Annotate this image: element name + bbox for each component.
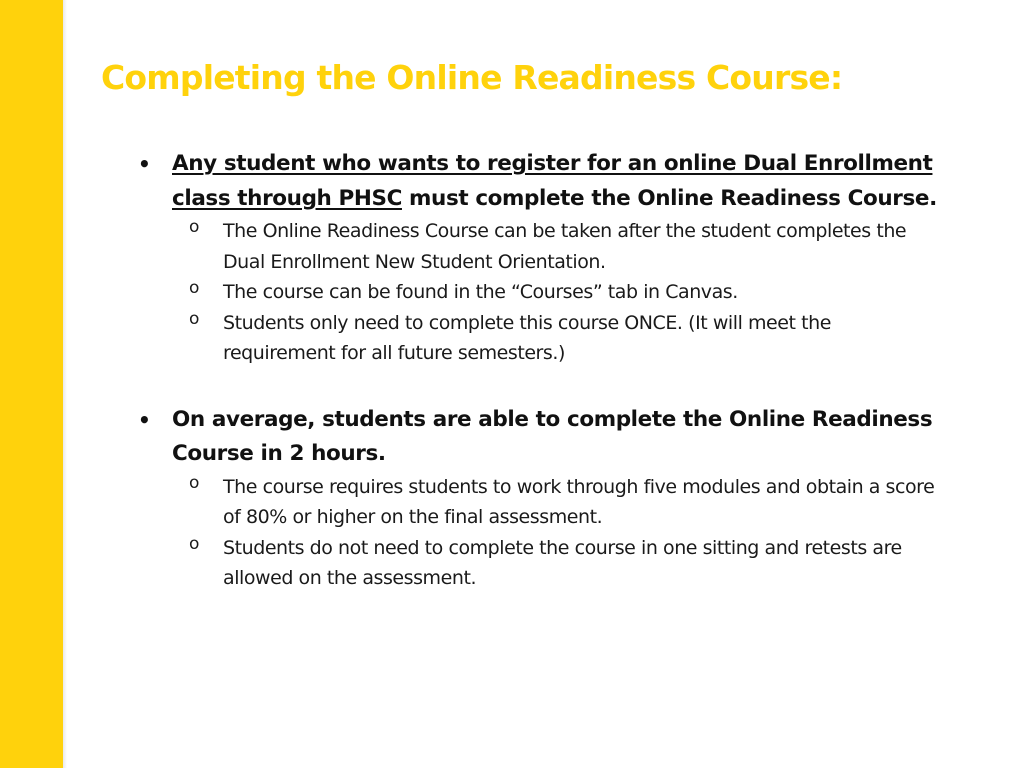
bullet-item-register — [138, 147, 938, 216]
sub-item — [138, 216, 938, 277]
sub-list-register — [138, 216, 938, 369]
sub-item-text: The Online Readiness Course can be taken after the student completes the Dual Enrollment New Student Orientation. — [223, 220, 907, 273]
sub-item — [138, 277, 938, 308]
sub-bullet-icon: o — [189, 533, 199, 554]
sub-bullet-icon: o — [189, 278, 199, 298]
bullet-underlined-text: Any student who wants to register for an online Dual Enrollment class through PHSC — [172, 151, 933, 211]
sub-list-average-time — [138, 472, 938, 594]
side-bar-shadow — [63, 0, 67, 768]
bullet-dot-icon: • — [138, 407, 151, 432]
sub-bullet-icon: o — [189, 217, 199, 237]
sub-bullet-icon: o — [189, 472, 199, 493]
sub-item-text: Students do not need to complete the course in one sitting and retests are allowed on the assessment. — [223, 536, 902, 589]
sub-item-text: The course requires students to work through five modules and obtain a score of 80% or higher on the final assessment. — [223, 475, 935, 528]
slide-title: Completing the Online Readiness Course: — [101, 58, 843, 97]
sub-bullet-icon: o — [189, 308, 199, 329]
slide-content — [138, 147, 938, 594]
bullet-item-average-time — [138, 403, 938, 472]
sub-item — [138, 308, 938, 369]
sub-item — [138, 533, 938, 594]
accent-side-bar — [0, 0, 63, 768]
sub-item-text: The course can be found in the “Courses” tab in Canvas. — [223, 281, 738, 303]
bullet-text: must complete the Online Readiness Course. — [401, 185, 937, 211]
bullet-text: On average, students are able to complete the Online Readiness Course in 2 hours. — [172, 406, 933, 466]
sub-item-text: Students only need to complete this course ONCE. (It will meet the requirement for all future semesters.) — [223, 311, 831, 364]
bullet-dot-icon: • — [138, 152, 151, 176]
sub-item — [138, 472, 938, 533]
spacer — [138, 369, 938, 403]
